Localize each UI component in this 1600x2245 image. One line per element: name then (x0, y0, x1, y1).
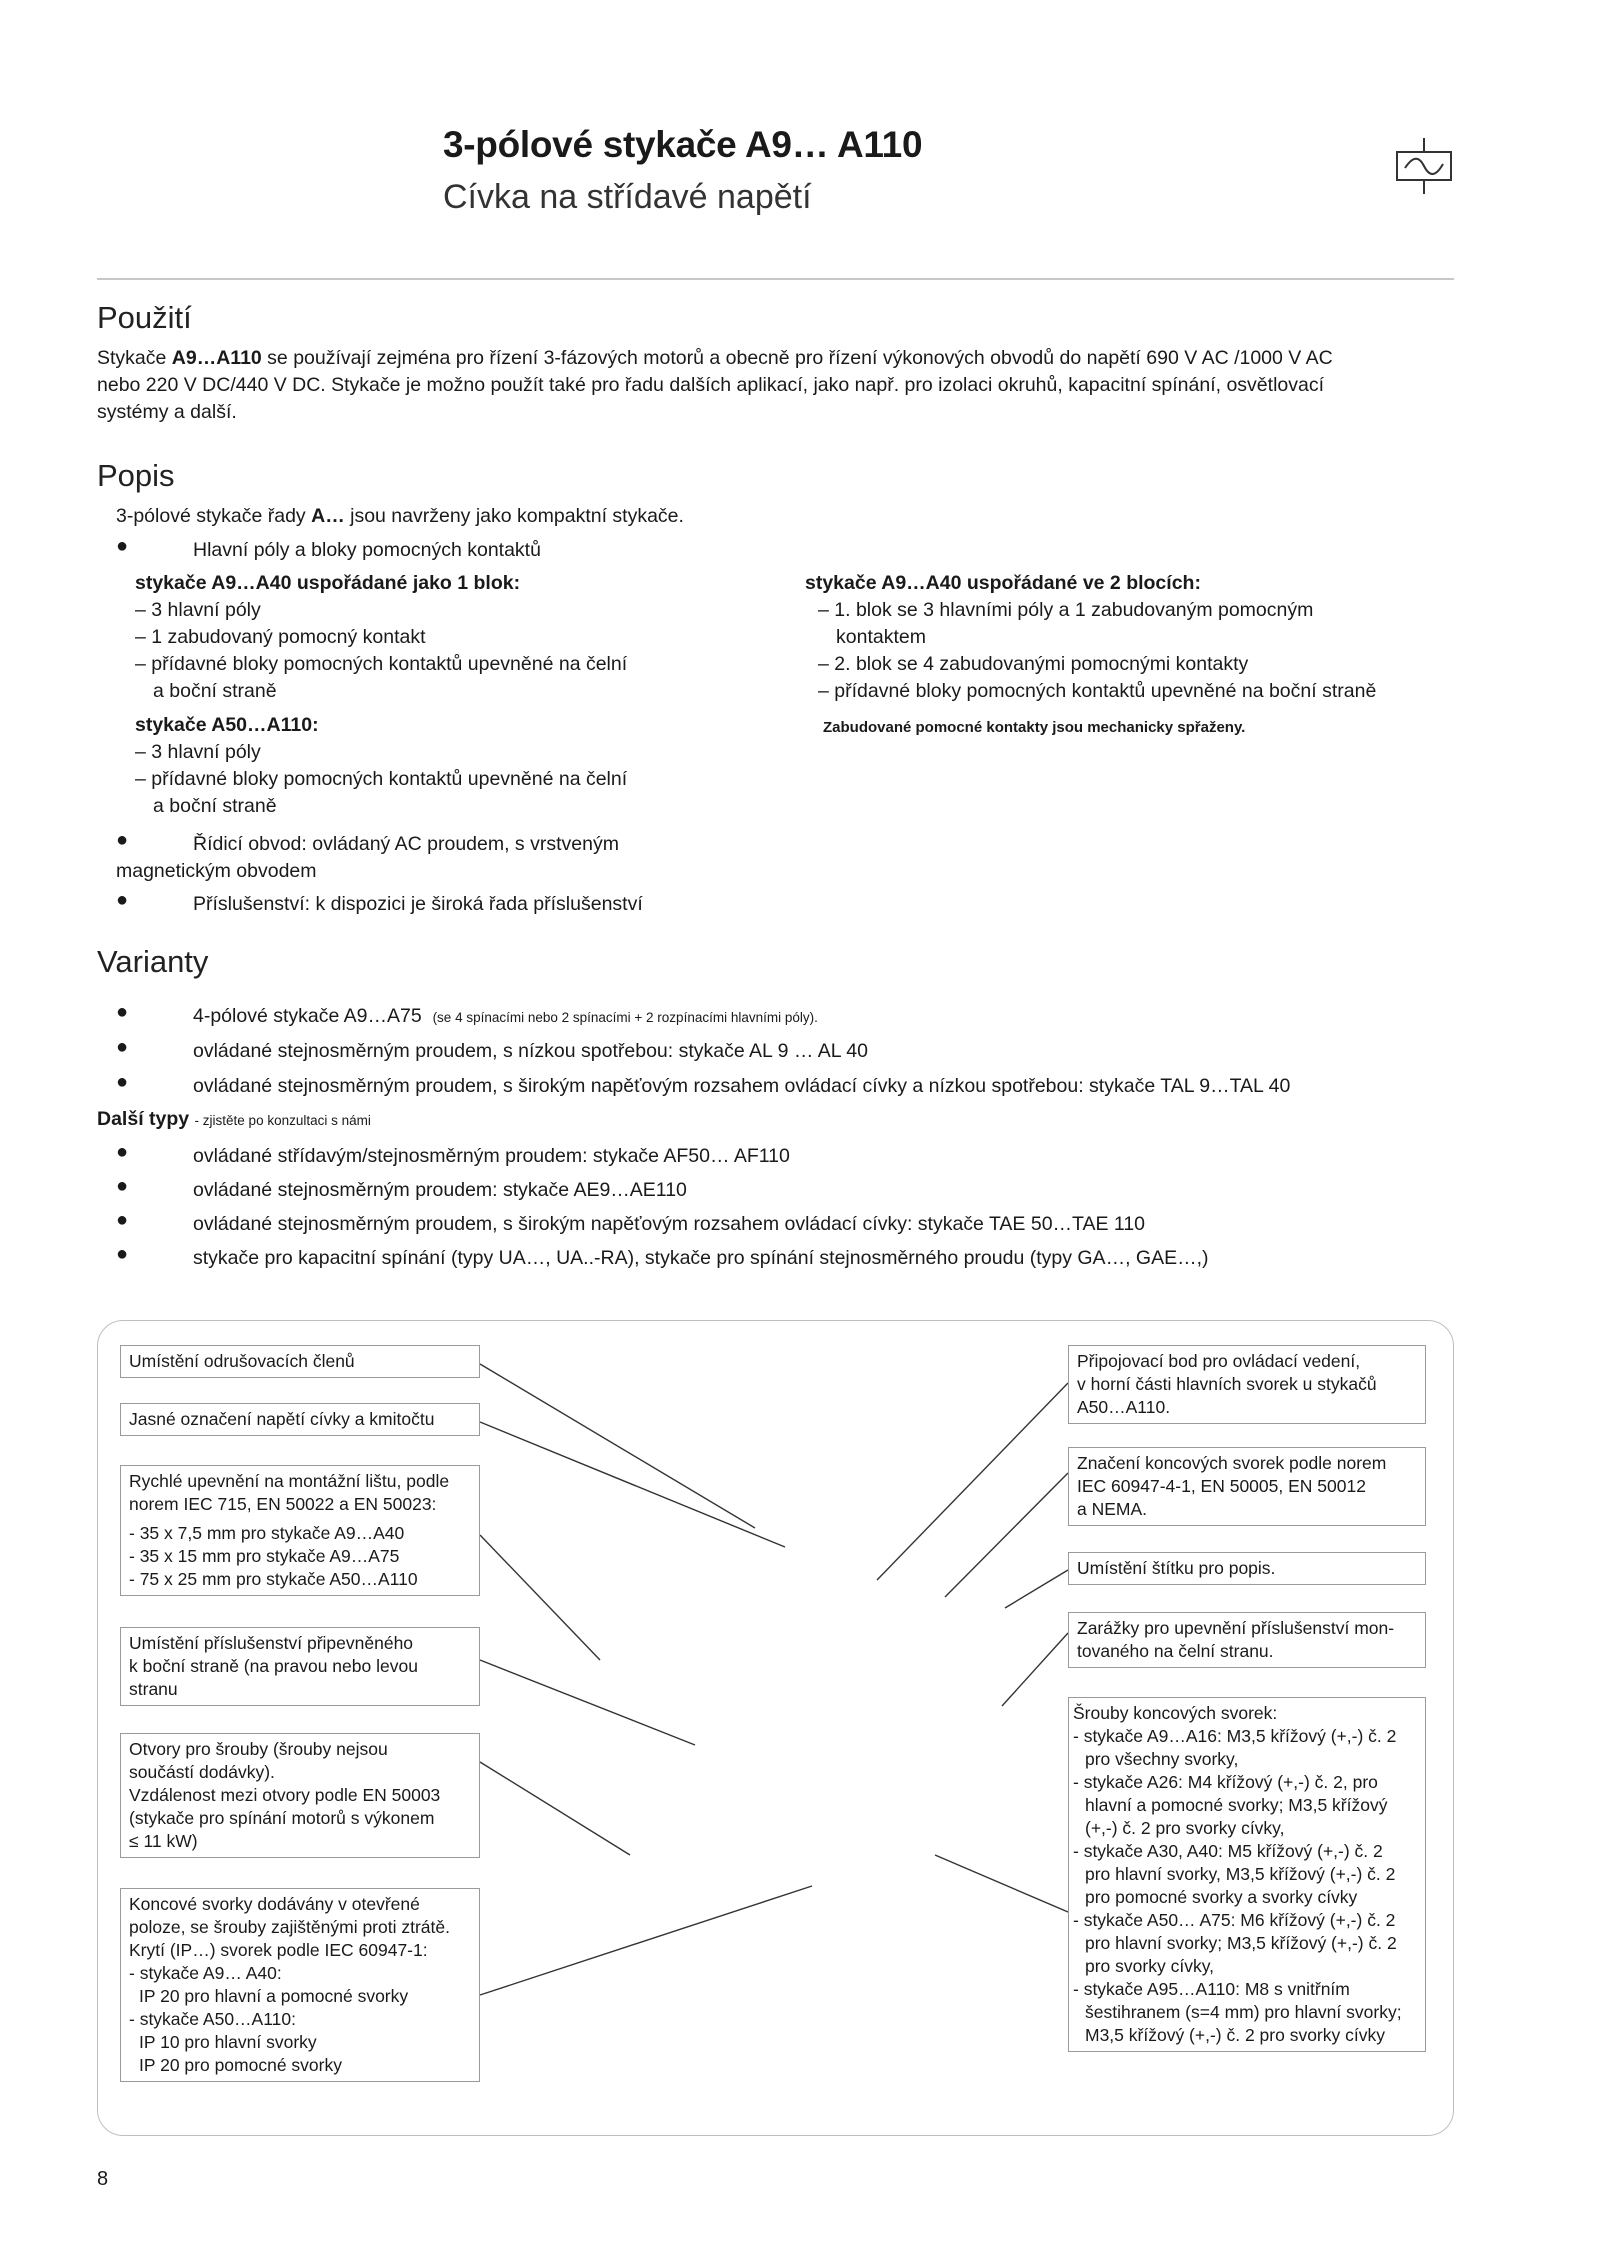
pouziti-line: nebo 220 V DC/440 V DC. Stykače je možno použít také pro řadu dalších aplikací, jako např. pro izolaci okruhů, kapacitní spínání, osvětlovací (97, 374, 1325, 396)
callout-box-left: Koncové svorky dodávány v otevřené poloze, se šrouby zajištěnými proti ztrátě. Krytí (IP…) svorek podle IEC 60947-1: - stykače A9… A40: IP 20 pro hlavní a pomocné svorky - stykače A50…A110: IP 10 pro hlavní svorky IP 20 pro pomocné svorky (120, 1888, 480, 2082)
callout-box-left: Umístění příslušenství připevněného k boční straně (na pravou nebo levou stranu (120, 1627, 480, 1706)
varianty-item: ovládané stejnosměrným proudem, s nízkou spotřebou: stykače AL 9 … AL 40 (193, 1040, 868, 1062)
popis-list-item: – 3 hlavní póly (135, 741, 261, 763)
dalsi-typy-heading: Další typy - zjistěte po konzultaci s námi (97, 1108, 371, 1130)
callout-box-left: Otvory pro šrouby (šrouby nejsou součástí dodávky). Vzdálenost mezi otvory podle EN 50003 (stykače pro spínání motorů s výkonem ≤ 11 kW) (120, 1733, 480, 1858)
bullet-icon: ● (116, 1001, 129, 1023)
dalsi-item: ovládané stejnosměrným proudem, s širokým napěťovým rozsahem ovládací cívky: stykače TAE 50…TAE 110 (193, 1213, 1146, 1235)
callout-box-right: Umístění štítku pro popis. (1068, 1552, 1426, 1585)
varianty-item: ovládané stejnosměrným proudem, s širokým napěťovým rozsahem ovládací cívky a nízkou spotřebou: stykače TAL 9…TAL 40 (193, 1075, 1291, 1097)
popis-list-item: – přídavné bloky pomocných kontaktů upevněné na čelní (135, 768, 628, 790)
popis-list-item: – 1. blok se 3 hlavními póly a 1 zabudovaným pomocným (818, 599, 1314, 621)
popis-list-item: – 2. blok se 4 zabudovanými pomocnými kontakty (818, 653, 1249, 675)
bullet-icon: ● (116, 1243, 129, 1265)
callout-box-right: Šrouby koncových svorek: - stykače A9…A16: M3,5 křížový (+,-) č. 2 pro všechny svorky, - stykače A26: M4 křížový (+,-) č. 2, pro hlavní a pomocné svorky; M3,5 křížový (+,-) č. 2 pro svorky cívky, - stykače A30, A40: M5 křížový (+,-) č. 2 pro hlavní svorky, M3,5 křížový (+,-) č. 2 pro pomocné svorky a svorky cívky - stykače A50… A75: M6 křížový (+,-) č. 2 pro hlavní svorky; M3,5 křížový (+,-) č. 2 pro svorky cívky, - stykače A95…A110: M8 s vnitřním šestihranem (s=4 mm) pro hlavní svorky; M3,5 křížový (+,-) č. 2 pro svorky cívky (1068, 1697, 1426, 2052)
dalsi-item: stykače pro kapacitní spínání (typy UA…, UA..-RA), stykače pro spínání stejnosměrného proudu (typy GA…, GAE…,) (193, 1247, 1209, 1269)
bullet-icon: ● (116, 1036, 129, 1058)
varianty-item: 4-pólové stykače A9…A75 (se 4 spínacími nebo 2 spínacími + 2 rozpínacími hlavními póly). (193, 1005, 818, 1027)
popis-mid-block-title: stykače A50…A110: (135, 714, 319, 736)
popis-list-item: – 1 zabudovaný pomocný kontakt (135, 626, 426, 648)
bullet-icon: ● (116, 1209, 129, 1231)
popis-bullet: Hlavní póly a bloky pomocných kontaktů (193, 539, 541, 561)
bullet-icon: ● (116, 535, 129, 557)
popis-right-block-title: stykače A9…A40 uspořádané ve 2 blocích: (805, 572, 1201, 594)
callout-box-left: Rychlé upevnění na montážní lištu, podle norem IEC 715, EN 50022 a EN 50023: - 35 x 7,5 mm pro stykače A9…A40 - 35 x 15 mm pro stykače A9…A75 - 75 x 25 mm pro stykače A50…A110 (120, 1465, 480, 1596)
callout-box-right: Značení koncových svorek podle norem IEC 60947-4-1, EN 50005, EN 50012 a NEMA. (1068, 1447, 1426, 1526)
callout-box-left: Umístění odrušovacích členů (120, 1345, 480, 1378)
popis-right-note: Zabudované pomocné kontakty jsou mechanicky spřaženy. (823, 719, 1246, 736)
callout-box-right: Zarážky pro upevnění příslušenství mon- tovaného na čelní stranu. (1068, 1612, 1426, 1668)
page-subtitle: Cívka na střídavé napětí (443, 178, 812, 216)
popis-intro: 3-pólové stykače řady A… jsou navrženy jako kompaktní stykače. (116, 505, 684, 527)
popis-list-item: kontaktem (836, 626, 926, 648)
dalsi-item: ovládané stejnosměrným proudem: stykače AE9…AE110 (193, 1179, 687, 1201)
page-title: 3-pólové stykače A9… A110 (443, 124, 923, 165)
popis-bullet-cont: magnetickým obvodem (116, 860, 317, 882)
section-heading-pouziti: Použití (97, 300, 192, 335)
popis-list-item: a boční straně (153, 680, 277, 702)
section-heading-varianty: Varianty (97, 944, 209, 979)
header-divider (97, 278, 1454, 280)
callout-box-right: Připojovací bod pro ovládací vedení, v horní části hlavních svorek u stykačů A50…A110. (1068, 1345, 1426, 1424)
bullet-icon: ● (116, 829, 129, 851)
popis-left-block-title: stykače A9…A40 uspořádané jako 1 blok: (135, 572, 521, 594)
page-number: 8 (97, 2168, 109, 2190)
section-heading-popis: Popis (97, 458, 175, 493)
bullet-icon: ● (116, 1141, 129, 1163)
dalsi-item: ovládané střídavým/stejnosměrným proudem: stykače AF50… AF110 (193, 1145, 790, 1167)
popis-bullet: Příslušenství: k dispozici je široká řada příslušenství (193, 893, 643, 915)
popis-list-item: – 3 hlavní póly (135, 599, 261, 621)
bullet-icon: ● (116, 1175, 129, 1197)
popis-list-item: – přídavné bloky pomocných kontaktů upevněné na boční straně (818, 680, 1377, 702)
pouziti-line: systémy a další. (97, 401, 237, 423)
ac-coil-symbol-icon (1395, 138, 1453, 194)
callout-box-left: Jasné označení napětí cívky a kmitočtu (120, 1403, 480, 1436)
popis-list-item: a boční straně (153, 795, 277, 817)
bullet-icon: ● (116, 889, 129, 911)
popis-bullet: Řídicí obvod: ovládaný AC proudem, s vrstveným (193, 833, 619, 855)
popis-list-item: – přídavné bloky pomocných kontaktů upevněné na čelní (135, 653, 628, 675)
bullet-icon: ● (116, 1071, 129, 1093)
pouziti-line: Stykače A9…A110 se používají zejména pro řízení 3-fázových motorů a obecně pro řízení výkonových obvodů do napětí 690 V AC /1000 V AC (97, 347, 1333, 369)
